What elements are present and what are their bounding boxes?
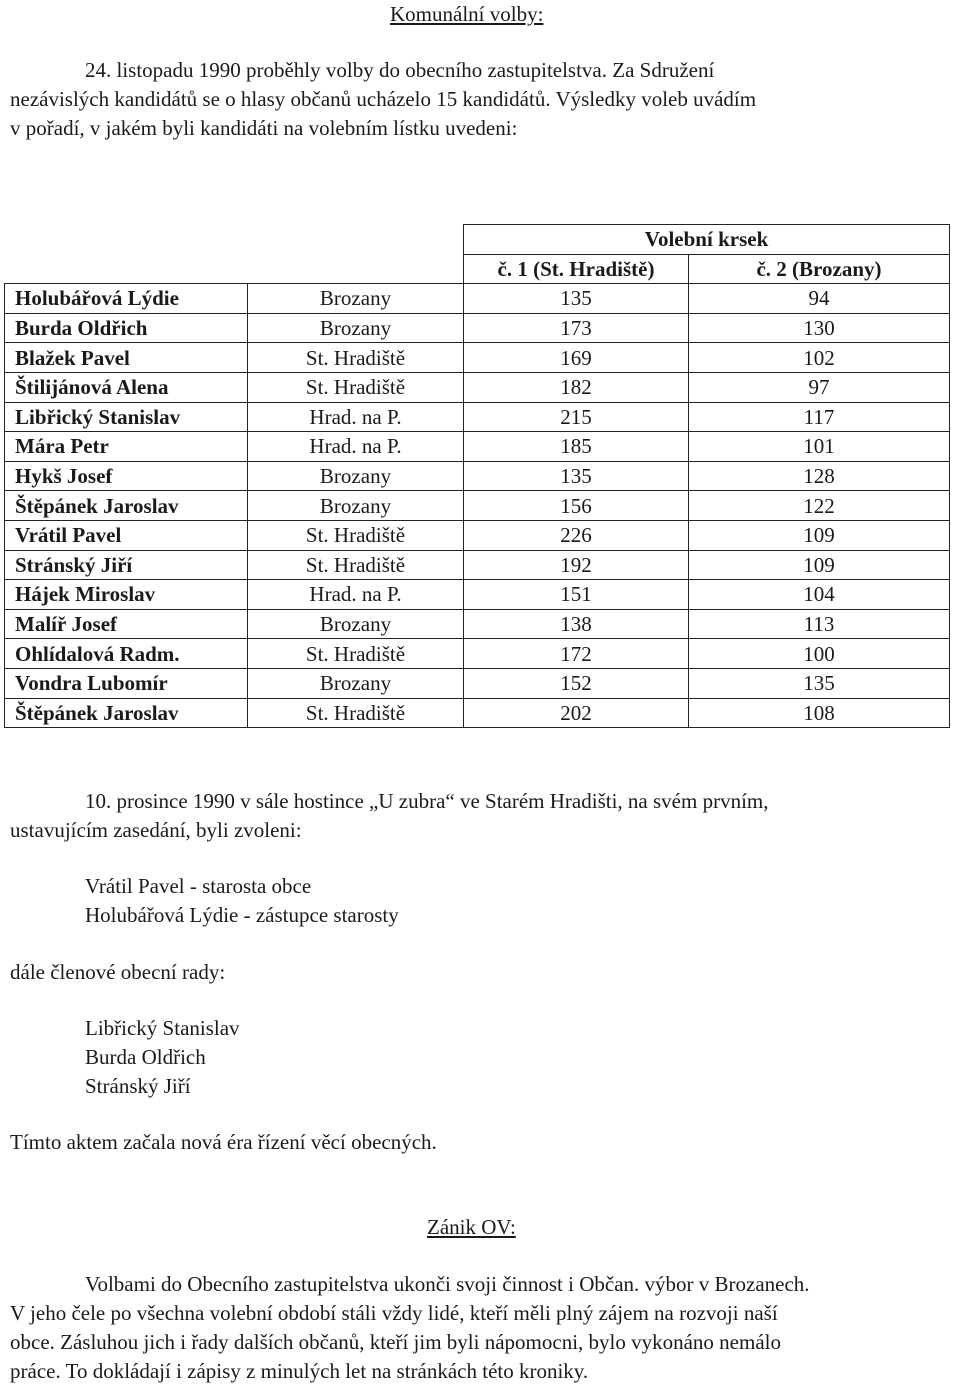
ov-para-line-2: V jeho čele po všechna volební období stáli vždy lidé, kteří měli plný zájem na rozvoji naší — [10, 1301, 778, 1325]
intro-line-2: nezávislých kandidátů se o hlasy občanů ucházelo 15 kandidátů. Výsledky voleb uvádím — [10, 87, 757, 111]
votes-district-2-cell: 122 — [689, 491, 950, 521]
candidate-place-cell: Hrad. na P. — [248, 432, 464, 462]
candidate-name-cell: Štilijánová Alena — [5, 372, 248, 402]
intro-line-1: 24. listopadu 1990 proběhly volby do obecního zastupitelstva. Za Sdružení — [85, 58, 715, 82]
votes-district-1-cell: 135 — [464, 284, 689, 314]
table-row — [5, 372, 950, 402]
session-para-line-2: ustavujícím zasedání, byli zvoleni: — [10, 818, 302, 842]
candidate-place-cell: Brozany — [248, 313, 464, 343]
table-row — [5, 668, 950, 698]
votes-district-2-cell: 100 — [689, 639, 950, 669]
table-row — [5, 639, 950, 669]
candidate-name-cell: Ohlídalová Radm. — [5, 639, 248, 669]
candidate-place-cell: St. Hradiště — [248, 698, 464, 728]
votes-district-2-cell: 130 — [689, 313, 950, 343]
votes-district-2-cell: 135 — [689, 668, 950, 698]
candidate-name-cell: Malíř Josef — [5, 609, 248, 639]
candidate-place-cell: St. Hradiště — [248, 372, 464, 402]
council-intro: dále členové obecní rady: — [10, 960, 226, 984]
candidate-name-cell: Burda Oldřich — [5, 313, 248, 343]
votes-district-2-cell: 97 — [689, 372, 950, 402]
group-header-volebni-krsek: Volební krsek — [464, 225, 950, 255]
section-heading-zanik-ov: Zánik OV: — [427, 1215, 516, 1239]
elected-officials-list — [85, 872, 399, 930]
candidate-place-cell: St. Hradiště — [248, 343, 464, 373]
votes-district-1-cell: 173 — [464, 313, 689, 343]
candidate-name-cell: Vondra Lubomír — [5, 668, 248, 698]
candidate-place-cell: St. Hradiště — [248, 520, 464, 550]
ov-para-line-1: Volbami do Obecního zastupitelstva ukonči svoji činnost i Občan. výbor v Brozanech. — [85, 1272, 810, 1296]
table-row — [5, 432, 950, 462]
votes-district-1-cell: 169 — [464, 343, 689, 373]
council-member: Stránský Jiří — [85, 1074, 191, 1098]
table-row — [5, 402, 950, 432]
candidate-name-cell: Hykš Josef — [5, 461, 248, 491]
table-row — [5, 491, 950, 521]
votes-district-2-cell: 94 — [689, 284, 950, 314]
votes-district-2-cell: 109 — [689, 550, 950, 580]
candidate-name-cell: Holubářová Lýdie — [5, 284, 248, 314]
votes-district-1-cell: 202 — [464, 698, 689, 728]
candidate-place-cell: Brozany — [248, 491, 464, 521]
table-row — [5, 698, 950, 728]
votes-district-1-cell: 156 — [464, 491, 689, 521]
table-row — [5, 284, 950, 314]
ov-para-line-4: práce. To dokládají i zápisy z minulých let na stránkách této kroniky. — [10, 1359, 589, 1383]
intro-line-3: v pořadí, v jakém byli kandidáti na volebním lístku uvedeni: — [10, 116, 518, 140]
section-heading-komunalni-volby: Komunální volby: — [390, 2, 544, 26]
votes-district-2-cell: 128 — [689, 461, 950, 491]
candidate-place-cell: Brozany — [248, 668, 464, 698]
election-results-table — [4, 224, 950, 728]
votes-district-1-cell: 185 — [464, 432, 689, 462]
table-row — [5, 343, 950, 373]
table-row — [5, 461, 950, 491]
votes-district-1-cell: 172 — [464, 639, 689, 669]
table-column-header-row — [5, 254, 950, 284]
votes-district-1-cell: 151 — [464, 580, 689, 610]
votes-district-2-cell: 113 — [689, 609, 950, 639]
votes-district-1-cell: 192 — [464, 550, 689, 580]
column-header-district-1: č. 1 (St. Hradiště) — [464, 254, 689, 284]
table-row — [5, 580, 950, 610]
votes-district-1-cell: 152 — [464, 668, 689, 698]
closing-sentence: Tímto aktem začala nová éra řízení věcí obecných. — [10, 1130, 437, 1154]
table-row — [5, 520, 950, 550]
votes-district-2-cell: 109 — [689, 520, 950, 550]
candidate-place-cell: Brozany — [248, 284, 464, 314]
candidate-place-cell: Hrad. na P. — [248, 402, 464, 432]
candidate-name-cell: Hájek Miroslav — [5, 580, 248, 610]
votes-district-2-cell: 117 — [689, 402, 950, 432]
ov-para-line-3: obce. Zásluhou jich i řady dalších občanů, kteří jim byli nápomocni, bylo vykonáno nemálo — [10, 1330, 781, 1354]
candidate-place-cell: St. Hradiště — [248, 550, 464, 580]
session-para-line-1: 10. prosince 1990 v sále hostince „U zubra“ ve Starém Hradišti, na svém prvním, — [85, 789, 769, 813]
elected-official-deputy: Holubářová Lýdie - zástupce starosty — [85, 903, 399, 927]
candidate-place-cell: Brozany — [248, 609, 464, 639]
council-members-list — [85, 1014, 240, 1101]
candidate-name-cell: Štěpánek Jaroslav — [5, 491, 248, 521]
candidate-name-cell: Blažek Pavel — [5, 343, 248, 373]
table-group-header-row — [5, 225, 950, 255]
council-member: Burda Oldřich — [85, 1045, 206, 1069]
votes-district-1-cell: 182 — [464, 372, 689, 402]
candidate-place-cell: Hrad. na P. — [248, 580, 464, 610]
candidate-name-cell: Vrátil Pavel — [5, 520, 248, 550]
table-row — [5, 609, 950, 639]
votes-district-2-cell: 101 — [689, 432, 950, 462]
candidate-name-cell: Štěpánek Jaroslav — [5, 698, 248, 728]
votes-district-1-cell: 138 — [464, 609, 689, 639]
votes-district-1-cell: 135 — [464, 461, 689, 491]
candidate-place-cell: St. Hradiště — [248, 639, 464, 669]
candidate-name-cell: Libřický Stanislav — [5, 402, 248, 432]
council-member: Libřický Stanislav — [85, 1016, 240, 1040]
column-header-district-2: č. 2 (Brozany) — [689, 254, 950, 284]
candidate-name-cell: Stránský Jiří — [5, 550, 248, 580]
votes-district-2-cell: 102 — [689, 343, 950, 373]
candidate-place-cell: Brozany — [248, 461, 464, 491]
votes-district-2-cell: 108 — [689, 698, 950, 728]
table-row — [5, 313, 950, 343]
table-row — [5, 550, 950, 580]
elected-official-mayor: Vrátil Pavel - starosta obce — [85, 874, 312, 898]
votes-district-2-cell: 104 — [689, 580, 950, 610]
candidate-name-cell: Mára Petr — [5, 432, 248, 462]
votes-district-1-cell: 226 — [464, 520, 689, 550]
votes-district-1-cell: 215 — [464, 402, 689, 432]
